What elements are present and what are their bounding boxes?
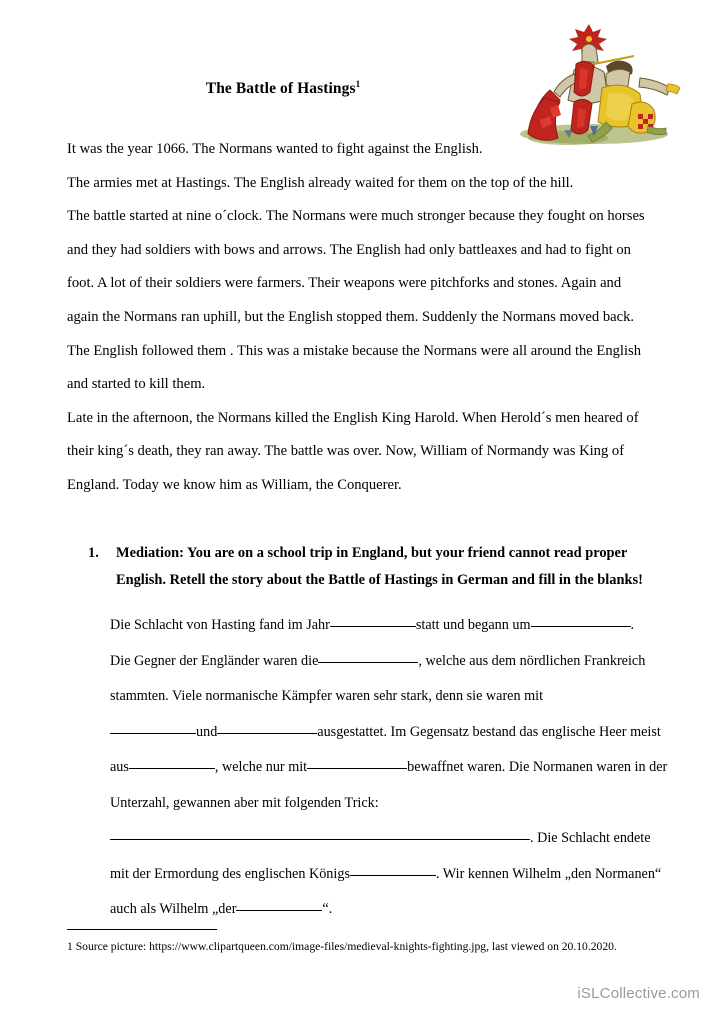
gapfill-blank[interactable] xyxy=(129,756,215,769)
title-footnote-marker: 1 xyxy=(355,78,361,89)
story-paragraph-1: It was the year 1066. The Normans wanted to fight against the English. xyxy=(67,141,483,157)
gapfill-text: Die Gegner der Engländer waren die xyxy=(110,652,319,669)
gapfill-line xyxy=(110,644,670,715)
story-paragraph-2: The armies met at Hastings. The English already waited for them on the top of the hill. xyxy=(67,174,574,191)
gapfill-text: , welche nur mit xyxy=(214,759,308,775)
gapfill-blank[interactable] xyxy=(217,721,317,734)
page-title-text: The Battle of Hastings xyxy=(205,80,356,97)
gapfill-text: Die Schlacht von Hasting fand im Jahr xyxy=(110,617,330,633)
gapfill-blank[interactable] xyxy=(110,827,530,840)
story-paragraph-3: The battle started at nine o´clock. The Normans were much stronger because they fought on horses and they had soldiers with bows and arrows. The English had only battleaxes and had to fight on foot. A lot of their soldiers were farmers. Their weapons were pitchforks and stones. Again and again the Normans ran uphill, but the English stopped them. Suddenly the Normans moved back. The English followed them . This was a mistake because the Normans were all around the English and started to kill them. xyxy=(67,208,645,393)
gapfill-blank[interactable] xyxy=(531,614,631,627)
footnote-separator xyxy=(67,929,217,930)
gapfill-line xyxy=(110,821,670,928)
gapfill-text: ausgestattet. Im Gegensatz bestand das englische Heer meist aus xyxy=(110,723,661,775)
gapfill-blank[interactable] xyxy=(330,614,416,627)
gapfill-text: bewaffnet waren. Die Normanen waren in der Unterzahl, gewannen aber mit folgenden Trick: xyxy=(110,759,668,811)
gapfill-exercise xyxy=(110,608,670,928)
medieval-knights-fighting-illustration xyxy=(498,22,683,150)
task-number: 1. xyxy=(88,545,99,561)
task-text: Mediation: You are on a school trip in England, but your friend cannot read proper English. Retell the story about the Battle of Hastings in German and fill in the blanks! xyxy=(116,545,643,588)
gapfill-blank[interactable] xyxy=(318,650,418,663)
gapfill-blank[interactable] xyxy=(236,898,322,911)
gapfill-line xyxy=(110,715,670,822)
page-title-container xyxy=(67,80,499,98)
page-title xyxy=(206,80,361,97)
gapfill-text: . Die Schlacht endete mit der Ermordung des englischen Königs xyxy=(110,830,651,882)
islcollective-watermark: iSLCollective.com xyxy=(577,985,700,1002)
gapfill-text: statt und begann um xyxy=(415,617,531,633)
gapfill-text: “. xyxy=(322,901,333,917)
gapfill-blank[interactable] xyxy=(307,756,407,769)
gapfill-text: , welche aus dem nördlichen Frankreich stammten. Viele normanische Kämpfer waren sehr stark, denn sie waren mit xyxy=(110,652,646,704)
gapfill-blank[interactable] xyxy=(110,721,196,734)
gapfill-text: und xyxy=(196,723,218,740)
footnote-text: 1 Source picture: https://www.clipartqueen.com/image-files/medieval-knights-fighting.jpg, last viewed on 20.10.2020. xyxy=(67,940,617,953)
task-instruction xyxy=(88,540,658,594)
gapfill-text: . xyxy=(630,617,635,633)
gapfill-text: . Wir kennen Wilhelm „den Normanen“ auch als Wilhelm „der xyxy=(110,865,662,917)
gapfill-blank[interactable] xyxy=(350,863,436,876)
gapfill-line xyxy=(110,608,670,644)
story-paragraph-4: Late in the afternoon, the Normans killed the English King Harold. When Herold´s men heared of their king´s death, they ran away. The battle was over. Now, William of Normandy was King of England. Today we know him as William, the Conquerer. xyxy=(67,409,639,493)
story-body xyxy=(67,133,653,503)
